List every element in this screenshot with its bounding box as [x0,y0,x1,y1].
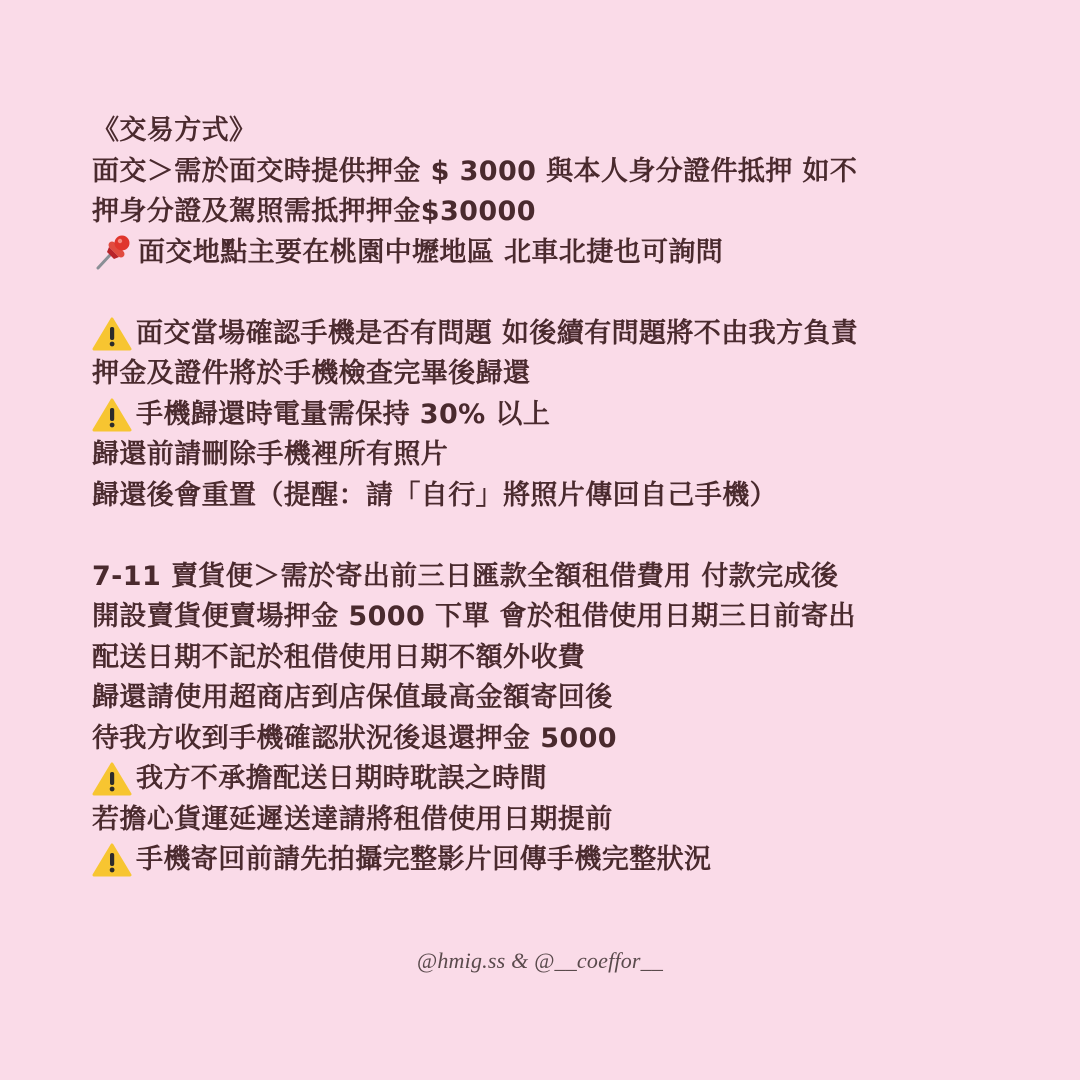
video-warning-row [92,840,1012,881]
shipping-line-5: 待我方收到手機確認狀況後退還押金 5000 [92,722,617,754]
delete-photos-note: 歸還前請刪除手機裡所有照片 [92,439,449,470]
meetup-return-docs: 押金及證件將於手機檢查完畢後歸還 [92,358,531,389]
meetup-line-1: 面交＞需於面交時提供押金 $ 3000 與本人身分證件抵押 如不 [92,155,858,187]
meetup-check-warning-row [92,314,1012,355]
section-title: 《交易方式》 [92,115,257,146]
delay-warning-row [92,759,1012,800]
warning-icon [92,762,132,796]
shipping-line-2: 開設賣貨便賣場押金 5000 下單 會於租借使用日期三日前寄出 [92,601,856,632]
meetup-location-text: 面交地點主要在桃園中壢地區 北車北捷也可詢問 [138,236,724,268]
shipping-line-1: 7-11 賣貨便＞需於寄出前三日匯款全額租借費用 付款完成後 [92,560,839,592]
warning-icon [92,317,132,351]
warning-icon [92,398,132,432]
battery-warning-text: 手機歸還時電量需保持 30% 以上 [136,398,551,430]
shipping-line-3: 配送日期不記於租借使用日期不額外收費 [92,641,586,673]
trade-info-text [92,111,1012,881]
spacer [92,516,1012,557]
footer-handles: @hmig.ss & @__coeffor__ [416,948,664,973]
shipping-line-7: 若擔心貨運延遲送達請將租借使用日期提前 [92,803,613,835]
warning-icon [92,843,132,877]
pushpin-icon [92,234,134,272]
reset-note: 歸還後會重置（提醒：請「自行」將照片傳回自己手機） [92,479,777,511]
battery-warning-row [92,395,1012,436]
delay-warning-text: 我方不承擔配送日期時耽誤之時間 [136,763,547,794]
meetup-line-2: 押身分證及駕照需抵押押金$30000 [92,196,536,227]
meetup-location-row [92,233,1012,274]
shipping-line-4: 歸還請使用超商店到店保值最高金額寄回後 [92,682,613,713]
spacer [92,273,1012,314]
meetup-check-warning-text: 面交當場確認手機是否有問題 如後續有問題將不由我方負責 [136,317,859,349]
video-warning-text: 手機寄回前請先拍攝完整影片回傳手機完整狀況 [136,844,712,875]
